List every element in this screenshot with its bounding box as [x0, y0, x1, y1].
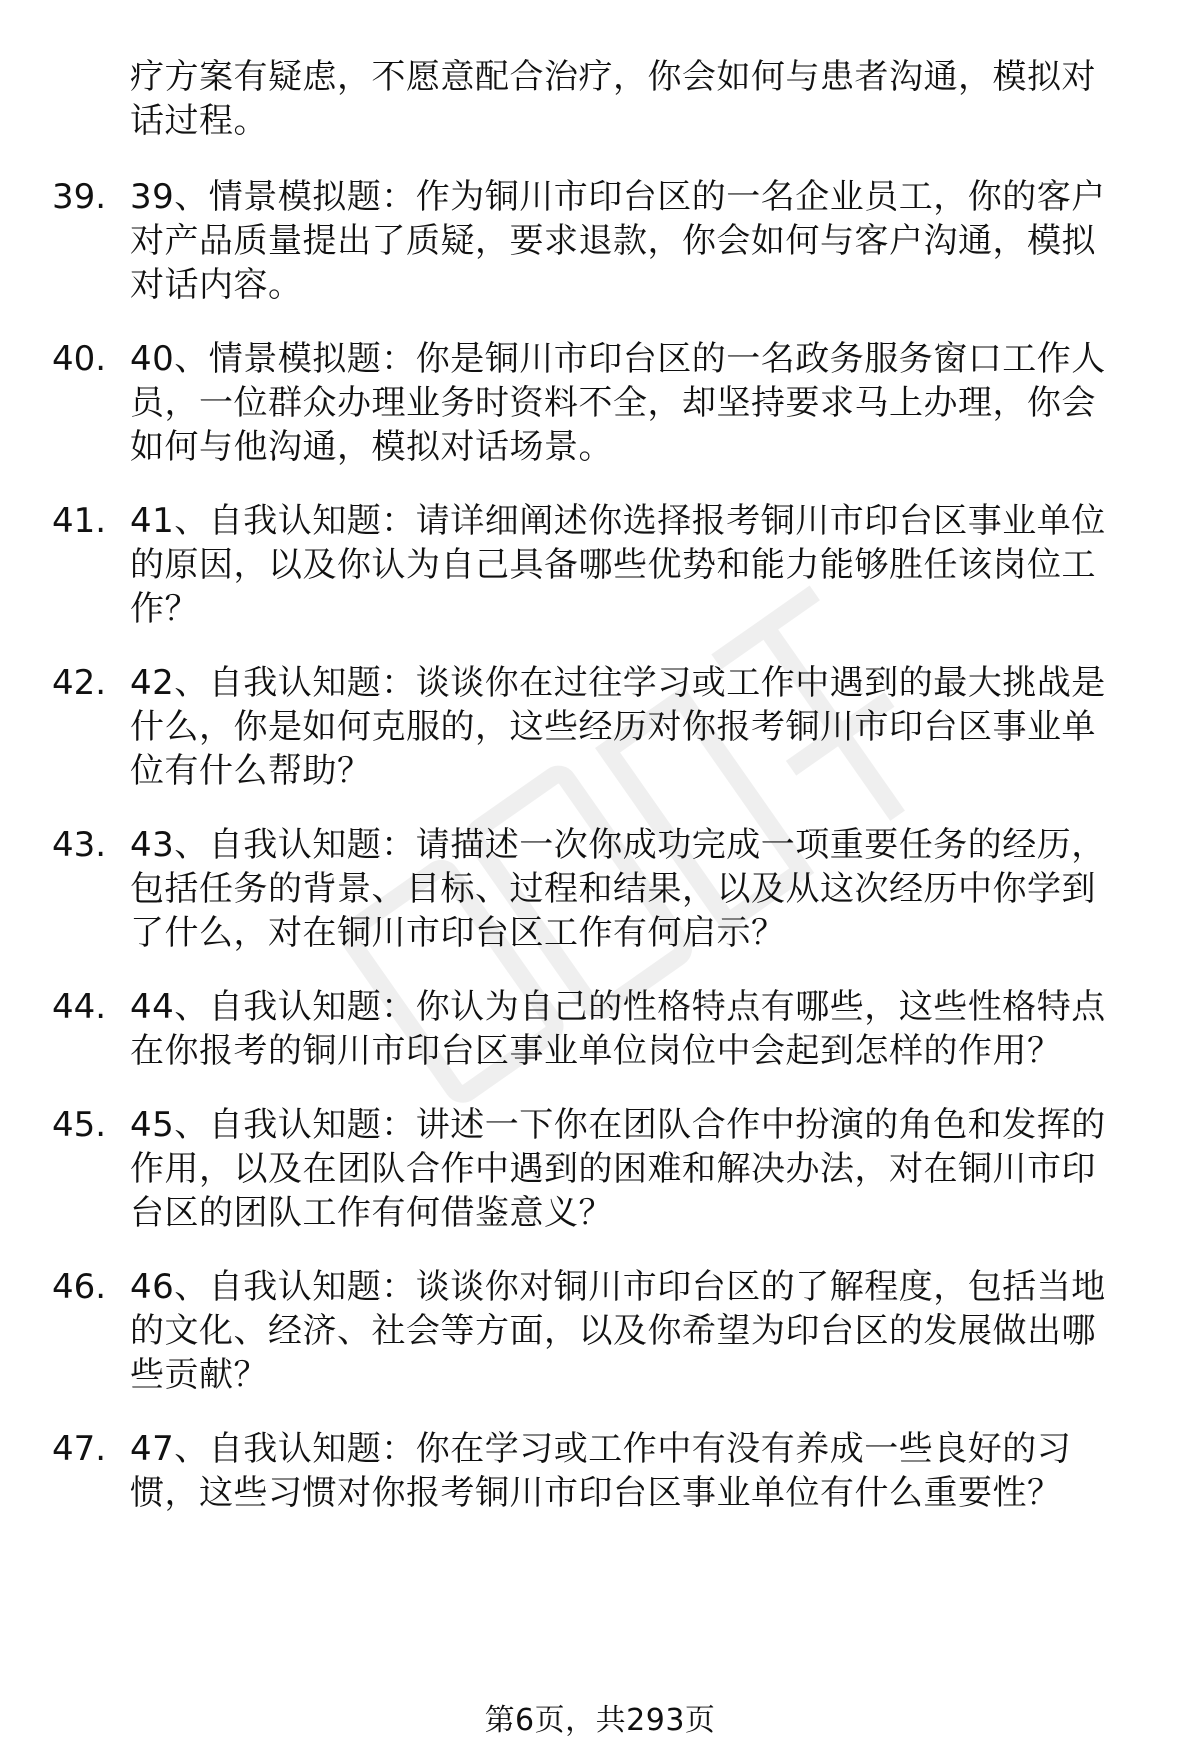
item-line: 39、情景模拟题：作为铜川市印台区的一名企业员工，你的客户	[130, 177, 1106, 217]
item-number: 43.	[52, 825, 107, 865]
item-line: 47、自我认知题：你在学习或工作中有没有养成一些良好的习	[130, 1429, 1072, 1469]
item-line: 45、自我认知题：讲述一下你在团队合作中扮演的角色和发挥的	[130, 1105, 1106, 1145]
item-line: 了什么，对在铜川市印台区工作有何启示？	[130, 913, 786, 953]
item-line: 什么，你是如何克服的，这些经历对你报考铜川市印台区事业单	[130, 707, 1096, 747]
item-line: 46、自我认知题：谈谈你对铜川市印台区的了解程度，包括当地	[130, 1267, 1106, 1307]
item-line: 些贡献？	[130, 1355, 268, 1395]
item-line: 位有什么帮助？	[130, 751, 372, 791]
page-number-footer: 第6页，共293页	[484, 1703, 716, 1738]
item-number: 44.	[52, 987, 107, 1027]
item-line: 41、自我认知题：请详细阐述你选择报考铜川市印台区事业单位	[130, 501, 1106, 541]
item-line: 员，一位群众办理业务时资料不全，却坚持要求马上办理，你会	[130, 383, 1096, 423]
item-line: 包括任务的背景、目标、过程和结果，以及从这次经历中你学到	[130, 869, 1096, 909]
item-line: 台区的团队工作有何借鉴意义？	[130, 1193, 613, 1233]
item-line: 在你报考的铜川市印台区事业单位岗位中会起到怎样的作用？	[130, 1031, 1062, 1071]
item-line: 42、自我认知题：谈谈你在过往学习或工作中遇到的最大挑战是	[130, 663, 1106, 703]
item-line: 对话内容。	[130, 265, 303, 305]
item-number: 42.	[52, 663, 107, 703]
item-line: 的文化、经济、社会等方面，以及你希望为印台区的发展做出哪	[130, 1311, 1096, 1351]
item-line: 作用，以及在团队合作中遇到的困难和解决办法，对在铜川市印	[130, 1149, 1096, 1189]
item-line: 如何与他沟通，模拟对话场景。	[130, 427, 613, 467]
item-number: 47.	[52, 1429, 107, 1469]
item-number: 40.	[52, 339, 107, 379]
item-number: 45.	[52, 1105, 107, 1145]
item-line: 对产品质量提出了质疑，要求退款，你会如何与客户沟通，模拟	[130, 221, 1096, 261]
item-line: 44、自我认知题：你认为自己的性格特点有哪些，这些性格特点	[130, 987, 1106, 1027]
item-line: 43、自我认知题：请描述一次你成功完成一项重要任务的经历，	[130, 825, 1106, 865]
item-line: 作？	[130, 589, 199, 629]
item-line: 的原因，以及你认为自己具备哪些优势和能力能够胜任该岗位工	[130, 545, 1096, 585]
item-line: 40、情景模拟题：你是铜川市印台区的一名政务服务窗口工作人	[130, 339, 1106, 379]
item-number: 39.	[52, 177, 107, 217]
item-number: 46.	[52, 1267, 107, 1307]
continuation-line: 话过程。	[130, 101, 268, 141]
item-number: 41.	[52, 501, 107, 541]
continuation-line: 疗方案有疑虑，不愿意配合治疗，你会如何与患者沟通，模拟对	[130, 57, 1096, 97]
item-line: 惯，这些习惯对你报考铜川市印台区事业单位有什么重要性？	[130, 1473, 1062, 1513]
